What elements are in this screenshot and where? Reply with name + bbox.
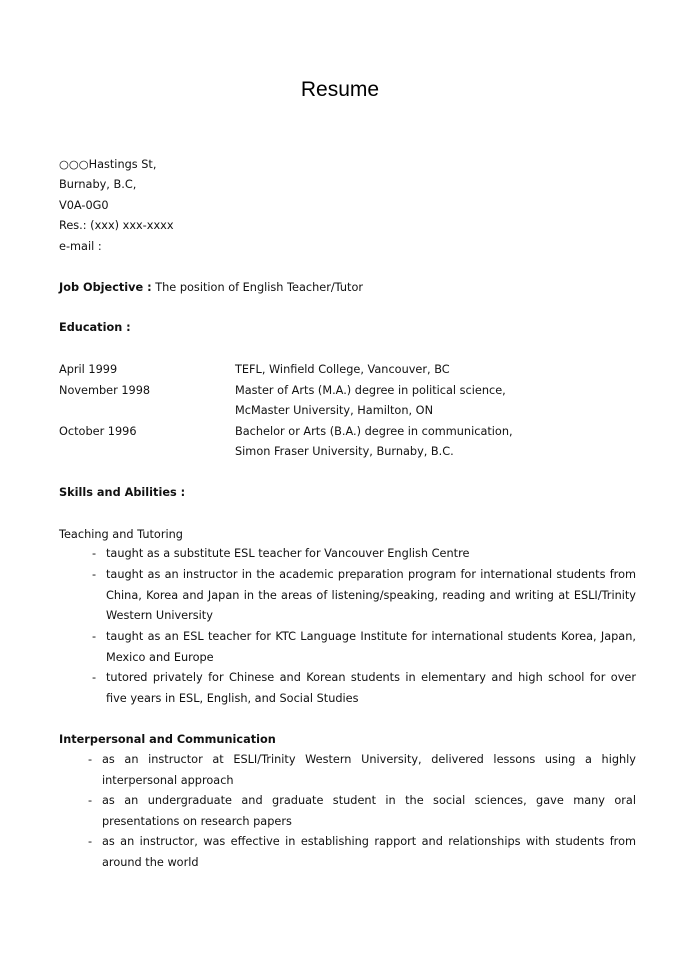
job-objective <box>59 281 363 295</box>
address-street: ○○○Hastings St, <box>59 158 157 171</box>
list-item <box>92 668 636 709</box>
list-item-text: tutored privately for Chinese and Korean students in elementary and high school for over five years in ESL, English, and Social Studies <box>106 671 636 705</box>
education-date: April 1999 <box>59 363 118 376</box>
address-city: Burnaby, B.C, <box>59 178 137 191</box>
list-item-text: as an instructor, was effective in establishing rapport and relationships with students from around the world <box>102 835 636 869</box>
interpersonal-heading: Interpersonal and Communication <box>59 733 276 746</box>
bullet-dash: - <box>92 630 97 643</box>
list-item <box>92 544 636 565</box>
bullet-dash: - <box>88 753 93 766</box>
education-detail: Simon Fraser University, Burnaby, B.C. <box>235 445 454 458</box>
list-item-text: taught as an ESL teacher for KTC Language Institute for international students Korea, Japan, Mexico and Europe <box>106 630 636 664</box>
bullet-dash: - <box>92 547 97 560</box>
list-item-text: taught as a substitute ESL teacher for Vancouver English Centre <box>106 547 470 560</box>
list-item-text: as an undergraduate and graduate student in the social sciences, gave many oral presentations on research papers <box>102 794 636 828</box>
education-detail: Bachelor or Arts (B.A.) degree in communication, <box>235 425 513 438</box>
bullet-dash: - <box>92 671 97 684</box>
job-objective-label: Job Objective : <box>59 281 152 294</box>
bullet-dash: - <box>88 835 93 848</box>
education-heading: Education : <box>59 321 131 334</box>
list-item <box>88 750 636 791</box>
list-item <box>88 791 636 832</box>
page-title: Resume <box>300 78 380 101</box>
education-detail: McMaster University, Hamilton, ON <box>235 404 434 417</box>
address-phone: Res.: (xxx) xxx-xxxx <box>59 219 174 232</box>
list-item-text: as an instructor at ESLI/Trinity Western University, delivered lessons using a highly interpersonal approach <box>102 753 636 787</box>
address-email: e-mail : <box>59 240 102 253</box>
list-item <box>92 565 636 627</box>
bullet-dash: - <box>88 794 93 807</box>
education-date: October 1996 <box>59 425 137 438</box>
teaching-heading: Teaching and Tutoring <box>59 528 183 541</box>
list-item-text: taught as an instructor in the academic preparation program for international students from China, Korea and Japan in the areas of listening/speaking, reading and writing at ESLI/Trinity Western University <box>106 568 636 623</box>
education-date: November 1998 <box>59 384 151 397</box>
list-item <box>92 627 636 668</box>
skills-heading: Skills and Abilities : <box>59 486 186 499</box>
education-detail: Master of Arts (M.A.) degree in political science, <box>235 384 506 397</box>
list-item <box>88 832 636 873</box>
address-postal: V0A-0G0 <box>59 199 109 212</box>
job-objective-text: The position of English Teacher/Tutor <box>155 281 364 294</box>
bullet-dash: - <box>92 568 97 581</box>
education-detail: TEFL, Winfield College, Vancouver, BC <box>235 363 450 376</box>
